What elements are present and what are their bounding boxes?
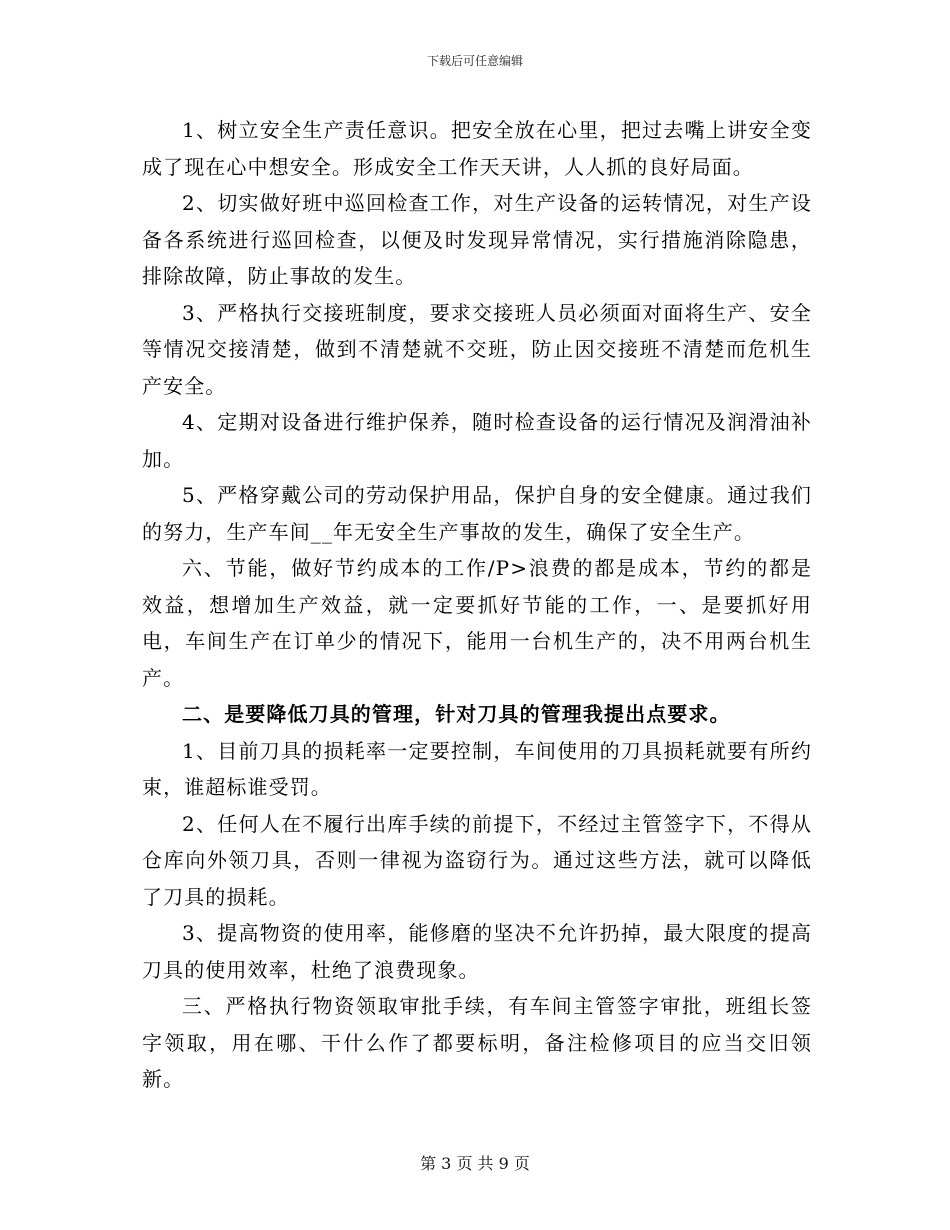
paragraph-safety-awareness: 1、树立安全生产责任意识。把安全放在心里，把过去嘴上讲安全变成了现在心中想安全。形成安全工作天天讲，人人抓的良好局面。 xyxy=(142,118,812,179)
document-body xyxy=(142,112,812,1098)
section-heading-tool-management: 二、是要降低刀具的管理，针对刀具的管理我提出点要求。 xyxy=(182,702,731,726)
paragraph-patrol-inspection: 2、切实做好班中巡回检查工作，对生产设备的运转情况，对生产设备各系统进行巡回检查，以便及时发现异常情况，实行措施消除隐患，排除故障，防止事故的发生。 xyxy=(142,191,812,288)
paragraph-tool-loss-rate: 1、目前刀具的损耗率一定要控制，车间使用的刀具损耗就要有所约束，谁超标谁受罚。 xyxy=(142,738,812,799)
paragraph-equipment-maintenance: 4、定期对设备进行维护保养，随时检查设备的运行情况及润滑油补加。 xyxy=(142,410,812,471)
paragraph-warehouse-procedure: 2、任何人在不履行出库手续的前提下，不经过主管签字下，不得从仓库向外领刀具，否则一律视为盗窃行为。通过这些方法，就可以降低了刀具的损耗。 xyxy=(142,811,812,909)
paragraph-material-approval: 三、严格执行物资领取审批手续，有车间主管签字审批，班组长签字领取，用在哪、干什么作了都要标明，备注检修项目的应当交旧领新。 xyxy=(142,994,812,1091)
page-number-footer: 第 3 页 共 9 页 xyxy=(420,1154,530,1173)
paragraph-protective-equipment: 5、严格穿戴公司的劳动保护用品，保护自身的安全健康。通过我们的努力，生产车间__年无安全生产事故的发生，确保了安全生产。 xyxy=(142,483,812,544)
page-header: 下载后可任意编辑 xyxy=(426,54,523,68)
paragraph-material-utilization: 3、提高物资的使用率，能修磨的坚决不允许扔掉，最大限度的提高刀具的使用效率，杜绝了浪费现象。 xyxy=(142,921,812,982)
paragraph-energy-saving: 六、节能，做好节约成本的工作/P>浪费的都是成本，节约的都是效益，想增加生产效益，就一定要抓好节能的工作，一、是要抓好用电，车间生产在订单少的情况下，能用一台机生产的，决不用两台机生产。 xyxy=(142,556,812,690)
paragraph-shift-handover: 3、严格执行交接班制度，要求交接班人员必须面对面将生产、安全等情况交接清楚，做到不清楚就不交班，防止因交接班不清楚而危机生产安全。 xyxy=(142,300,812,398)
